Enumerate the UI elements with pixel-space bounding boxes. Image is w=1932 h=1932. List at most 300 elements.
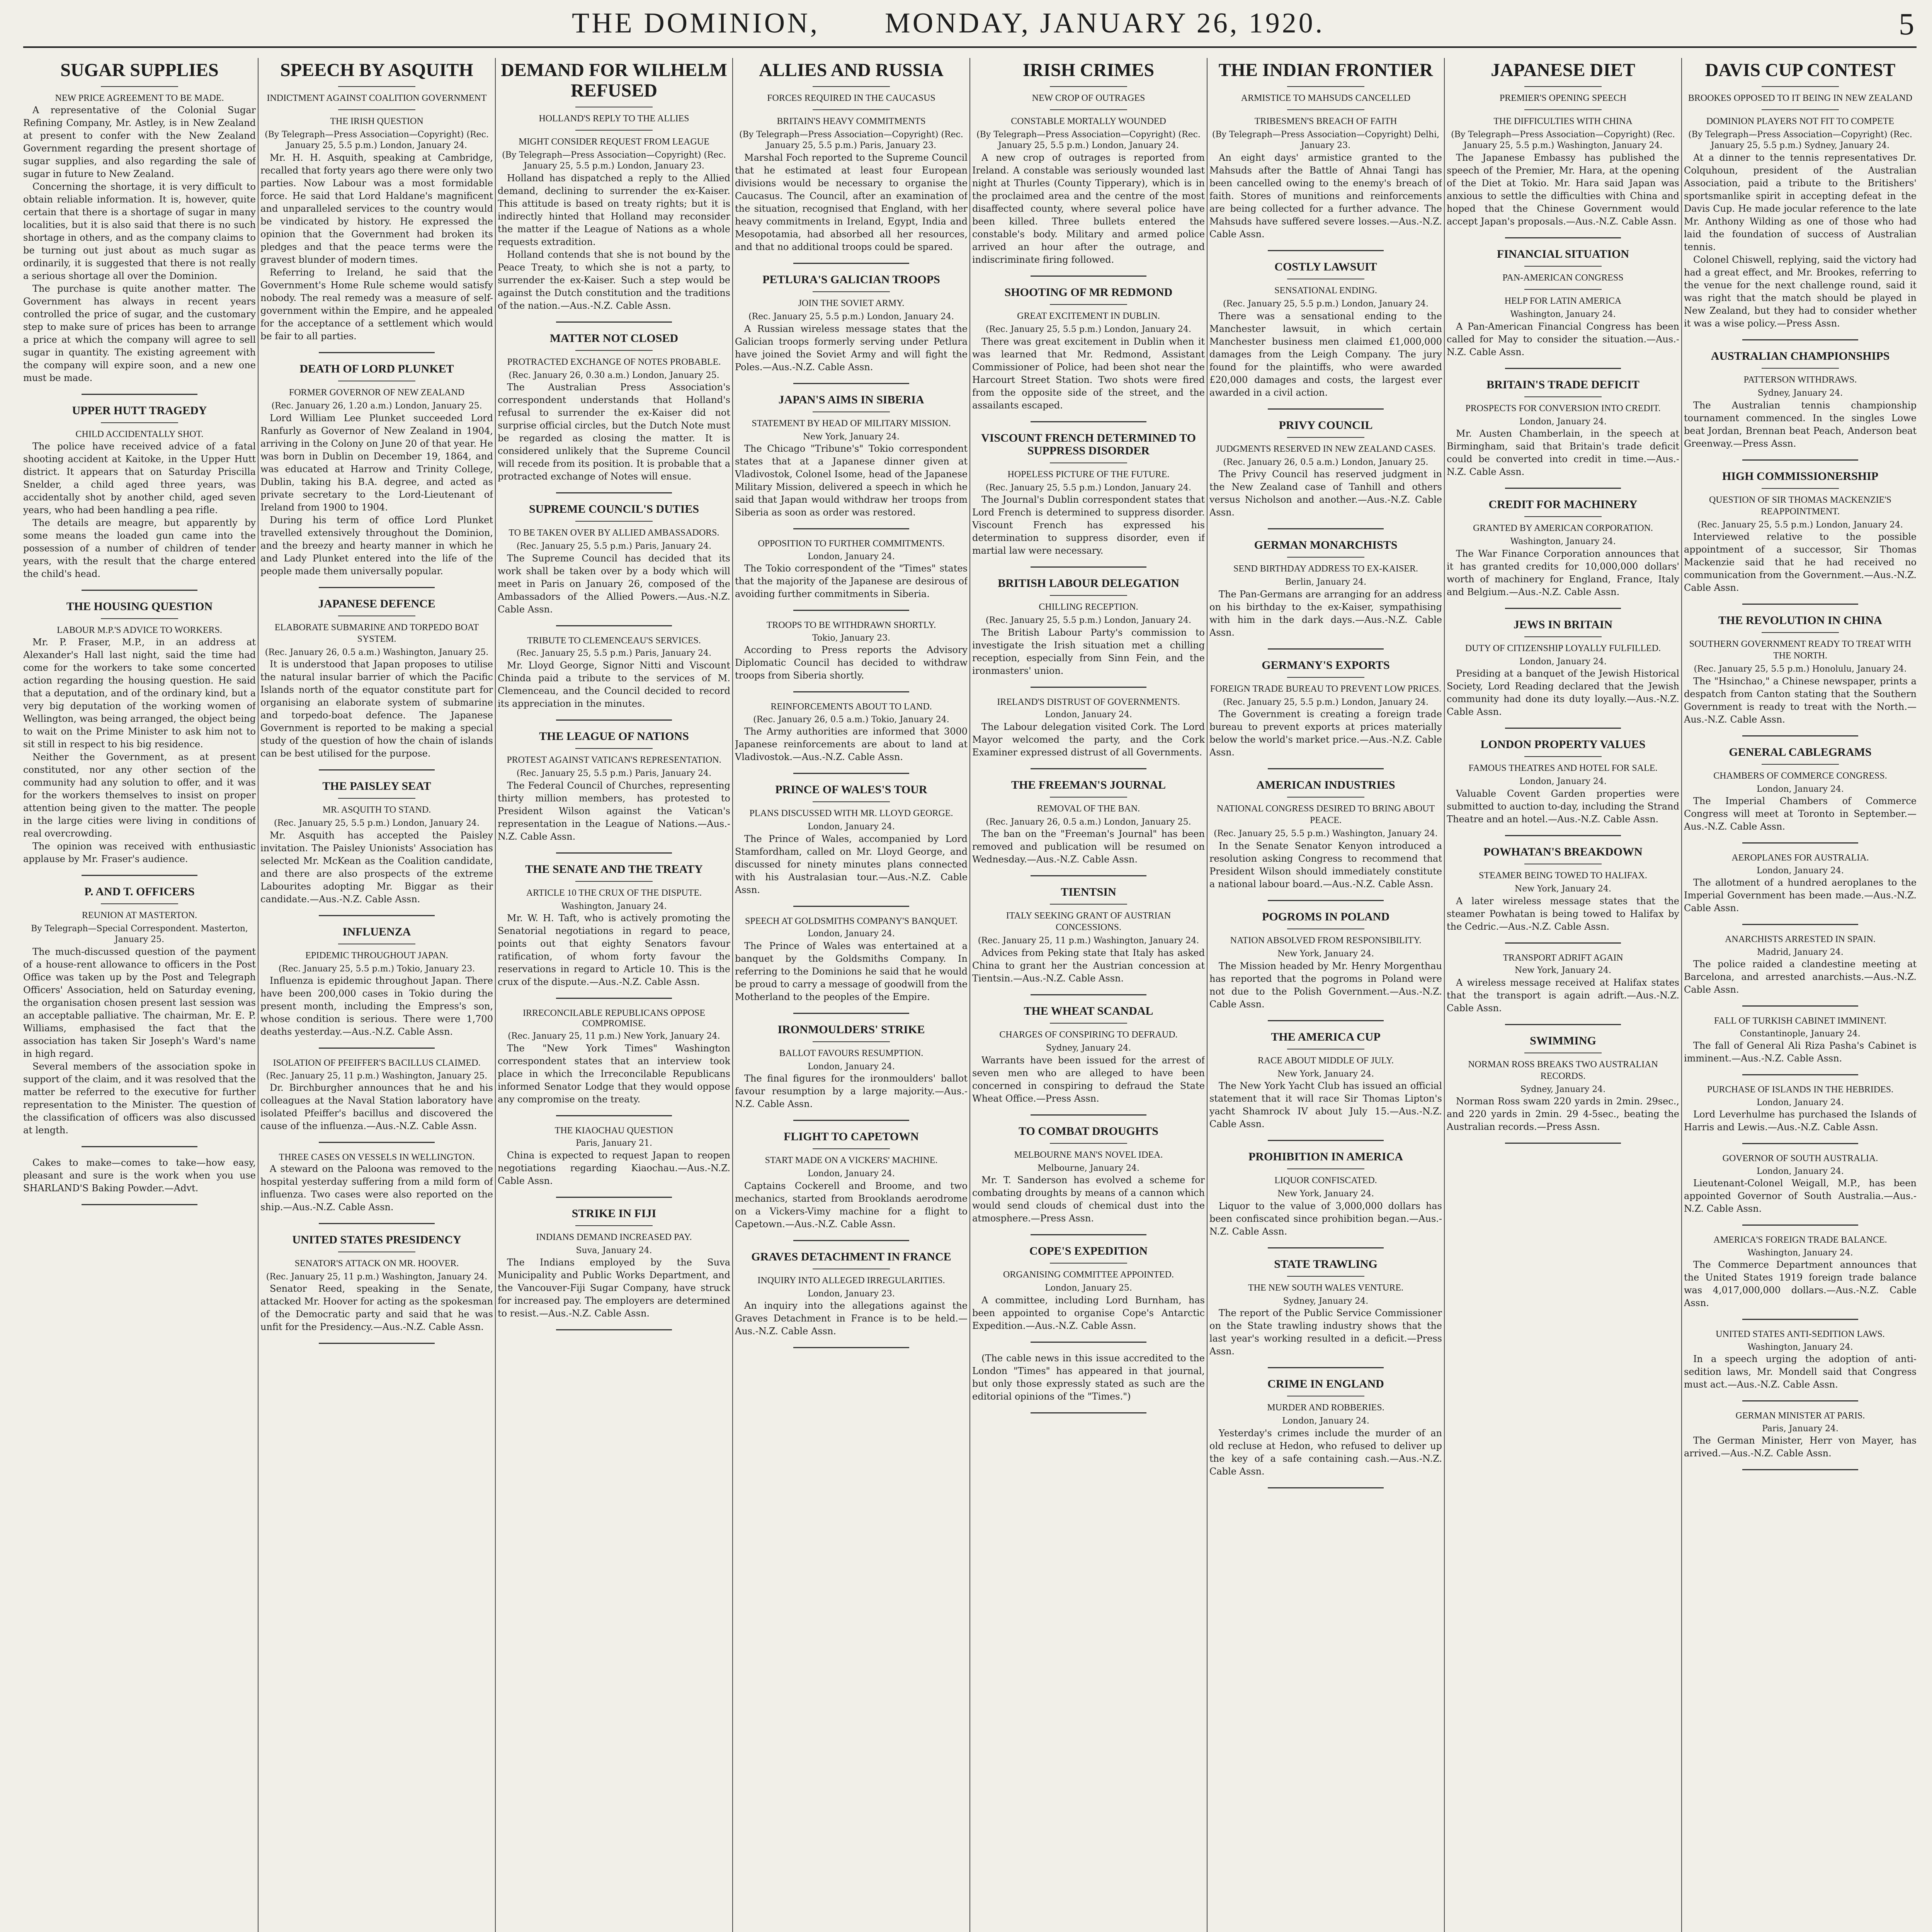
dateline: (Rec. January 25, 5.5 p.m.) London, January 24. [985,483,1192,493]
article-subheading: LIQUOR CONFISCATED. [1274,1175,1377,1186]
article-separator [793,610,909,611]
heading-rule [1050,86,1127,87]
article [1684,853,1917,925]
article-subheading: SEND BIRTHDAY ADDRESS TO EX-KAISER. [1233,564,1418,574]
article-body [972,1294,1205,1332]
column-2 [260,58,493,1932]
article-separator [1505,237,1621,238]
paragraph: A steward on the Paloona was removed to the hospital yesterday suffering from a mild form of influenza. Two cases were also reported on the ship.—Aus.-N.Z. Cable Assn. [260,1163,493,1213]
heading-rule [575,130,653,131]
article-body [1447,427,1679,478]
article-subheading: DOMINION PLAYERS NOT FIT TO COMPETE [1706,116,1895,126]
article-separator [1031,875,1146,876]
paragraph: A later wireless message states that the steamer Powhatan is being towed to Halifax by the Cedric.—Aus.-N.Z. Cable Assn. [1447,895,1679,932]
article-subheading: REUNION AT MASTERTON. [82,910,197,920]
article [1447,60,1679,238]
dateline: (Rec. January 26, 0.5 a.m.) Tokio, January 24. [753,714,949,724]
article-body [1209,468,1442,519]
article [972,1005,1205,1116]
heading-rule [101,618,178,619]
article-body [1684,399,1917,450]
heading-rule [1524,86,1602,87]
article-headline: THE REVOLUTION IN CHINA [1718,614,1882,627]
dateline: (Rec. January 26, 0.5 a.m.) Washington, January 25. [265,647,489,657]
paragraph: A representative of the Colonial Sugar Refining Company, Mr. Astley, is in New Zealand at present to confer with the New Zealand Government regarding the present shortage of sugar supplies, and also regarding the sale of sugar in future to New Zealand. [23,104,256,179]
paragraph: The police have received advice of a fatal shooting accident at Kaitoke, in the Upper Hutt district. It appears that on Saturday Priscilla Snelder, a child aged three years, was accidentally shot by another child, aged seven years, who had been handling a pea rifle. [23,440,256,515]
article-subheading: NEW CROP OF OUTRAGES [1032,93,1145,103]
article-subheading: CHILD ACCIDENTALLY SHOT. [75,429,204,439]
dateline: Washington, January 24. [1510,537,1616,547]
article-body [498,1042,730,1106]
dateline: London, January 25. [1045,1283,1132,1293]
dateline: (By Telegraph—Press Association—Copyright) (Rec. January 25, 5.5 p.m.) Washington, January 24. [1451,129,1675,151]
article-separator [556,719,672,721]
paragraph: Lord William Lee Plunket succeeded Lord Ranfurly as Governor of New Zealand in 1904, arriving in the Colony on June 20 of that year. He was born in Dublin on December 19, 1864, and was educated at Harrow and Trinity College, Dublin, taking his B.A. degree, and acted as private secretary to the Lord-Lieutenant of Ireland from 1900 to 1904. [260,412,493,513]
article-separator [319,915,435,916]
article [1209,260,1442,410]
article [1209,539,1442,650]
article-body [972,626,1205,677]
article-separator [1505,728,1621,729]
article-body [972,493,1205,557]
dateline: Washington, January 24. [561,901,667,911]
dateline: London, January 24. [1045,710,1132,720]
article-subheading: MURDER AND ROBBERIES. [1267,1403,1384,1413]
article [972,60,1205,277]
paragraph: The Imperial Chambers of Commerce Congress will meet at Toronto in September.—Aus.-N.Z. Cable Assn. [1684,796,1917,832]
article-body [1684,531,1917,594]
article-body [23,946,256,1137]
article [23,404,256,591]
paragraph: A wireless message received at Halifax states that the transport is again adrift.—Aus.-N.Z. Cable Assn. [1447,977,1679,1014]
article-body [260,412,493,578]
article-subheading: STATEMENT BY HEAD OF MILITARY MISSION. [752,418,951,429]
article-separator [319,769,435,770]
article-separator [1505,1143,1621,1144]
paragraph: The Mission headed by Mr. Henry Morgenthau has reported that the pogroms in Poland were not due to the Polish Government.—Aus.-N.Z. Cable Assn. [1209,960,1442,1010]
heading-rule [813,801,890,802]
paragraph: The Japanese Embassy has published the speech of the Premier, Mr. Hara, at the opening of the Diet at Tokio. Mr. Hara said Japan was anxious to settle the difficulties with China and hoped that the Chinese Government would accept Japan's proposals.—Aus.-N.Z. Cable Assn. [1447,152,1679,227]
article-body [1684,958,1917,996]
article-body [972,1174,1205,1225]
paragraph: Interviewed relative to the possible appointment of a successor, Sir Thomas Mackenzie said that he had received no communication from the Government.—Aus.-N.Z. Cable Assn. [1684,531,1917,594]
article-separator [1268,408,1384,410]
heading-rule [1050,1143,1127,1144]
article-headline: THE PAISLEY SEAT [322,780,431,793]
article-subheading: JOIN THE SOVIET ARMY. [798,298,905,308]
article-headline: VISCOUNT FRENCH DETERMINED TO SUPPRESS DISORDER [981,431,1196,457]
dateline: Sydney, January 24. [1046,1043,1131,1053]
article-body [1447,548,1679,599]
heading-rule [1524,266,1602,267]
dateline: Constantinople, January 24. [1740,1029,1861,1039]
article-subheading: STEAMER BEING TOWED TO HALIFAX. [1479,870,1647,881]
paragraph: Influenza is epidemic throughout Japan. There have been 200,000 cases in Tokio during the present month, including the Empress's son, whose condition is serious. There were 1,700 deaths yesterday.—Aus.-N.Z. Cable Assn. [260,975,493,1037]
heading-rule [1050,1263,1127,1264]
article-separator [556,852,672,854]
paragraph: Mr. H. H. Asquith, speaking at Cambridge, recalled that forty years ago there were only two parties. Now Labour was a most formidable force. He said that Lord Haldane's magnificent and unparalleled services to the country would be vindicated by history. He expressed the opinion that the Government had broken its pledges and that the peace terms were the gravest blunder of modern times. [260,152,493,265]
article [498,60,730,323]
column-rule [258,58,259,1932]
article [498,730,730,854]
paragraph: Norman Ross swam 220 yards in 2min. 29sec., and 220 yards in 2min. 29 4-5sec., beating the Australian records.—Press Assn. [1447,1096,1679,1133]
article-subheading: PLANS DISCUSSED WITH MR. LLOYD GEORGE. [749,808,953,819]
article [1684,1235,1917,1320]
article-body [972,151,1205,266]
article-separator [1031,1114,1146,1116]
article-subheading: GRANTED BY AMERICAN CORPORATION. [1473,523,1653,534]
article [1209,1258,1442,1369]
dateline: By Telegraph—Special Correspondent. Masterton, January 25. [31,923,248,945]
article-subheading: THE DIFFICULTIES WITH CHINA [1493,116,1633,126]
article-separator [82,1146,197,1147]
paragraph: Dr. Birchburgher announces that he and his colleagues at the Naval Station laboratory have isolated Pfeiffer's bacillus and discovered the cause of the influenza.—Aus.-N.Z. Cable Assn. [260,1082,493,1132]
article-body [1684,1108,1917,1134]
paragraph: The much-discussed question of the payment of a house-rent allowance to officers in the Post Office was taken up by the Post and Telegraph Officers' Association, held on Saturday evening, the organisation chosen present last session was an acceptable palliative. The chairman, Mr. E. P. Williams, emphasised the fact that the association has taken Sir Joseph's Ward's name in high regard. [23,946,256,1059]
dateline: (Rec. January 25, 11 p.m.) Washington, January 24. [978,936,1199,946]
article-separator [556,1329,672,1330]
article-separator [556,625,672,626]
article-headline: SHOOTING OF MR REDMOND [1004,286,1173,299]
article [23,885,256,1147]
article-separator [1742,604,1858,605]
dateline: London, January 24. [808,929,895,939]
article [1209,910,1442,1021]
article-headline: MATTER NOT CLOSED [549,332,679,345]
heading-rule [1762,632,1839,633]
heading-rule [813,291,890,292]
paragraph: In the Senate Senator Kenyon introduced a resolution asking Congress to recommend that President Wilson should immediately constitute a national labour board.—Aus.-N.Z. Cable Assn. [1209,840,1442,889]
article [260,362,493,588]
article-body [1209,588,1442,639]
heading-rule [1524,756,1602,757]
article [1447,1034,1679,1144]
paper-name: THE DOMINION, [572,7,820,39]
paragraph: Concerning the shortage, it is very difficult to obtain reliable information. It is, however, quite certain that there is a shortage of sugar in many localities, but it is also said that there is no such shortage in others, and as the company claims to be turning out just about as much sugar as ordinarily, it is suggested that there is not really a serious shortage all over the Dominion. [23,181,256,281]
paragraph: The fall of General Ali Riza Pasha's Cabinet is imminent.—Aus.-N.Z. Cable Assn. [1684,1040,1917,1064]
article-headline: THE LEAGUE OF NATIONS [539,730,689,743]
article-headline: IRRECONCILABLE REPUBLICANS OPPOSE COMPROMISE. [522,1008,706,1029]
article-body [735,442,968,519]
article-body [735,940,968,1003]
heading-rule [338,798,415,799]
article-subheading: EPIDEMIC THROUGHOUT JAPAN. [305,950,448,961]
article-body [972,947,1205,985]
article-headline: JAPANESE DEFENCE [318,597,435,610]
column-rule [1681,58,1682,1932]
article-subheading: CHAMBERS OF COMMERCE CONGRESS. [1713,770,1887,781]
article-headline: TIENTSIN [1061,886,1116,899]
article [23,1156,256,1205]
article-separator [793,906,909,907]
article [735,393,968,530]
paragraph: The purchase is quite another matter. The Government has always in recent years controlled the price of sugar, and the customary step to make sure of prices has been to arrange a price at which the company will agree to sell sugar in quantity. The existing agreement with the company will expire soon, and a new one must be made. [23,283,256,383]
article-subheading: ORGANISING COMMITTEE APPOINTED. [1003,1270,1174,1280]
paragraph: Mr. Austen Chamberlain, in the speech at Birmingham, said that Britain's trade deficit could be converted into credit in time.—Aus.-N.Z. Cable Assn. [1447,428,1679,478]
article-body [735,562,968,600]
article-body [735,151,968,253]
article-separator [556,998,672,999]
paragraph: The "Hsinchao," a Chinese newspaper, prints a despatch from Canton stating that the Southern Government is ready to treat with the North.—Aus.-N.Z. Cable Assn. [1684,675,1917,725]
article-headline: GERMANY'S EXPORTS [1262,658,1390,672]
article-separator [793,383,909,384]
article-body [735,644,968,682]
article-subheading: PROTRACTED EXCHANGE OF NOTES PROBABLE. [507,357,721,367]
dateline: Tokio, January 23. [812,633,891,643]
article-headline: GERMAN MONARCHISTS [1254,539,1398,552]
article-headline: THE SENATE AND THE TREATY [525,862,703,876]
article [735,1250,968,1349]
dateline: (Rec. January 25, 5.5 p.m.) Tokio, January 23. [278,964,475,974]
article-headline: THE AMERICA CUP [1271,1030,1381,1043]
heading-rule [575,881,653,882]
article-subheading: PAN-AMERICAN CONGRESS [1502,272,1624,283]
main-headline: ALLIES AND RUSSIA [759,60,944,80]
dateline: Sydney, January 24. [1283,1296,1369,1306]
article-subheading: ARTICLE 10 THE CRUX OF THE DISPUTE. [526,888,702,898]
dateline: London, January 24. [1757,784,1844,794]
article [1684,1153,1917,1226]
heading-rule [575,521,653,522]
article-headline: IRONMOULDERS' STRIKE [777,1023,925,1036]
article-body [1447,787,1679,826]
article-headline: REINFORCEMENTS ABOUT TO LAND. [770,702,932,712]
article-subheading: PROTEST AGAINST VATICAN'S REPRESENTATION. [507,755,721,765]
article-subheading: NEW PRICE AGREEMENT TO BE MADE. [55,93,224,103]
paragraph: The Commerce Department announces that the United States 1919 foreign trade balance was 4,017,000,000 dollars.—Aus.-N.Z. Cable Assn. [1684,1259,1917,1309]
paragraph: The report of the Public Service Commissioner on the State trawling industry shows that the last year's working resulted in a deficit.—Press Assn. [1209,1308,1442,1357]
article-subheading: MELBOURNE MAN'S NOVEL IDEA. [1014,1150,1163,1160]
article-body [735,1180,968,1231]
article-subheading: HOLLAND'S REPLY TO THE ALLIES [539,113,689,124]
paragraph: Lieutenant-Colonel Weigall, M.P., has been appointed Governor of South Australia.—Aus.-N.Z. Cable Assn. [1684,1178,1917,1214]
article-separator [556,1115,672,1116]
article-subheading: FORMER GOVERNOR OF NEW ZEALAND [289,387,465,398]
paragraph: The final figures for the ironmoulders' ballot favour resumption by a large majority.—Aus.-N.Z. Cable Assn. [735,1073,968,1110]
article-separator [793,528,909,529]
column-1 [23,58,256,1932]
heading-rule [1050,109,1127,110]
article-body [1684,1259,1917,1310]
article [1209,779,1442,901]
article [735,1130,968,1241]
article-subheading: FORCES REQUIRED IN THE CAUCASUS [767,93,935,103]
article-body [498,779,730,843]
article [735,539,968,611]
article-body [260,1163,493,1214]
dateline: (Rec. January 25, 5.5 p.m.) Paris, January 24. [516,768,712,778]
article [735,60,968,264]
dateline: (By Telegraph—Press Association—Copyright) (Rec. January 25, 5.5 p.m.) London, January 24. [265,129,489,151]
main-headline: JAPANESE DIET [1491,60,1635,80]
heading-rule [813,86,890,87]
heading-rule [575,1225,653,1226]
paragraph: The War Finance Corporation announces that it has granted credits for 10,000,000 dollars' worth of machinery for England, France, Italy and Belgium.—Aus.-N.Z. Cable Assn. [1447,548,1679,597]
article [972,1245,1205,1343]
article-separator [1505,488,1621,489]
page-number: 5 [1899,7,1917,41]
article-headline: PETLURA'S GALICIAN TROOPS [762,273,940,286]
column-3 [498,58,730,1932]
heading-rule [1524,516,1602,517]
article [735,916,968,1014]
paragraph: The Supreme Council has decided that its work shall be taken over by a body which will meet in Paris on January 26, composed of the Ambassadors of the Allied Powers.—Aus.-N.Z. Cable Assn. [498,553,730,615]
article-body [1209,1427,1442,1478]
article-subheading: QUESTION OF SIR THOMAS MACKENZIE'S REAPPOINTMENT. [1709,495,1891,517]
dateline: (By Telegraph—Press Association—Copyright) (Rec. January 25, 5.5 p.m.) Sydney, January 24. [1688,129,1912,151]
article-subheading: BRITAIN'S HEAVY COMMITMENTS [777,116,926,126]
article-subheading: TO BE TAKEN OVER BY ALLIED AMBASSADORS. [509,528,719,538]
heading-rule [1287,437,1364,438]
main-headline: SPEECH BY ASQUITH [280,60,473,80]
article-subheading: CONSTABLE MORTALLY WOUNDED [1011,116,1166,126]
heading-rule [101,86,178,87]
dateline: London, January 23. [808,1289,895,1299]
article [260,1058,493,1143]
dateline: (Rec. January 25, 5.5 p.m.) London, January 24. [985,616,1192,626]
article-subheading: PROSPECTS FOR CONVERSION INTO CREDIT. [1465,403,1661,413]
article-body [260,829,493,906]
article-separator [82,590,197,591]
article-separator [1268,1247,1384,1248]
article-body [735,323,968,374]
article-separator [82,1204,197,1205]
paragraph: Mr. W. H. Taft, who is actively promoting the Senatorial negotiations in regard to peace, points out that eighty Senators favour ratification, of whom forty favour the reservations in regard to Article 10. This is the crux of the dispute.—Aus.-N.Z. Cable Assn. [498,913,730,988]
article [498,332,730,494]
article [1447,738,1679,836]
article-separator [1742,1225,1858,1226]
article-headline: STRIKE IN FIJI [571,1207,656,1220]
article-body [972,1352,1205,1403]
paragraph: China is expected to request Japan to reopen negotiations regarding Kiaochau.—Aus.-N.Z. Cable Assn. [498,1150,730,1186]
article-separator [82,875,197,876]
paragraph: Neither the Government, as at present constituted, nor any other section of the community had any solution to offer, and it was for the workers themselves to insist on proper attention being given to the matter. The people in the large cities were living in conditions of real overcrowding. [23,751,256,839]
article-body [1209,708,1442,759]
paragraph: The Chicago "Tribune's" Tokio correspondent states that at a Japanese dinner given at Vladivostok, Colonel Isome, head of the Japanese Military Mission, delivered a speech in which he said that Japan would withdraw her troops from Siberia as soon as order was restored. [735,443,968,518]
article-headline: TRIBUTE TO CLEMENCEAU'S SERVICES. [527,635,701,646]
article-body [498,912,730,988]
article [1684,470,1917,605]
article [260,60,493,353]
column-8 [1684,58,1917,1932]
article [498,636,730,721]
article-headline: UPPER HUTT TRAGEDY [72,404,207,417]
article-separator [793,773,909,774]
article-separator [1505,1024,1621,1025]
dateline: (Rec. January 25, 11 p.m.) New York, January 24. [508,1031,720,1041]
article-headline: TO COMBAT DROUGHTS [1019,1124,1158,1138]
dateline: New York, January 24. [1277,949,1374,959]
article-separator [1268,1140,1384,1141]
article-body [498,381,730,483]
article-subheading: ELABORATE SUBMARINE AND TORPEDO BOAT SYSTEM. [274,622,479,644]
article-headline: SPEECH AT GOLDSMITHS COMPANY'S BANQUET. [745,916,957,926]
article [1209,419,1442,530]
heading-rule [1524,109,1602,110]
article-separator [1268,528,1384,529]
article-headline: POWHATAN'S BREAKDOWN [1483,845,1643,858]
article-separator [1031,421,1146,422]
article [972,286,1205,422]
dateline: New York, January 24. [1514,965,1612,975]
article-separator [1505,835,1621,836]
paragraph: The Federal Council of Churches, representing thirty million members, has protested to President Wilson against the Vatican's representation in the League of Nations.—Aus.-N.Z. Cable Assn. [498,780,730,842]
dateline: (By Telegraph—Press Association—Copyright) (Rec. January 25, 5.5 p.m.) London, January 24. [976,129,1201,151]
article-headline: PRIVY COUNCIL [1279,418,1373,432]
article-subheading: BROOKES OPPOSED TO IT BEING IN NEW ZEALAND [1688,93,1913,103]
heading-rule [1050,904,1127,905]
article-subheading: BALLOT FAVOURS RESUMPTION. [779,1048,923,1058]
article-headline: JAPAN'S AIMS IN SIBERIA [778,393,924,406]
article-headline: POGROMS IN POLAND [1262,910,1389,923]
article-separator [319,1142,435,1143]
heading-rule [101,903,178,904]
article-subheading: CHILLING RECEPTION. [1039,602,1138,612]
paragraph: The Australian Press Association's correspondent understands that Holland's refusal to surrender the ex-Kaiser did not surprise official circles, but the Dutch Note must be regarded as closing the matter. It is considered unlikely that the Supreme Council will recede from its position. It is probable that a protracted exchange of Notes will ensue. [498,382,730,482]
article-body [1684,675,1917,726]
article-separator [793,1120,909,1121]
article-subheading: INDICTMENT AGAINST COALITION GOVERNMENT [267,93,487,103]
heading-rule [1524,396,1602,397]
paragraph: The German Minister, Herr von Mayer, has arrived.—Aus.-N.Z. Cable Assn. [1684,1435,1917,1459]
dateline: London, January 24. [1519,777,1607,787]
article [260,780,493,916]
dateline: London, January 24. [808,551,895,561]
article [1684,1411,1917,1470]
paragraph: A new crop of outrages is reported from Ireland. A constable was seriously wounded last night at Thurles (County Tipperary), which is in the proclaimed area and the centre of the most disaffected county, where several police have been killed. Three bullets entered the constable's body. Military and armed police arrived an hour after the outrage, and indiscriminate firing followed. [972,152,1205,265]
paragraph: The Government is creating a foreign trade bureau to prevent exports at prices materially below the world's market price.—Aus.-N.Z. Cable Assn. [1209,709,1442,758]
article-subheading: SENSATIONAL ENDING. [1274,285,1377,296]
article [1684,350,1917,461]
article-separator [793,691,909,692]
heading-rule [1287,86,1364,87]
article [1447,248,1679,369]
article-separator [1268,900,1384,901]
article-headline: SUPREME COUNCIL'S DUTIES [529,503,699,516]
paragraph: Marshal Foch reported to the Supreme Council that he estimated at least four European divisions would be necessary to organise the Caucasus. The Council, after an examination of the situation, recognised that England, with her heavy commitments in Ireland, Egypt, India and Mesopotamia, had absorbed all her resources, and that no additional troops could be spared. [735,152,968,252]
article-headline: BRITISH LABOUR DELEGATION [998,577,1179,590]
article-separator [1505,608,1621,609]
article-subheading: INDIANS DEMAND INCREASED PAY. [536,1232,692,1242]
dateline: Washington, January 24. [1747,1248,1853,1258]
paragraph: An inquiry into the allegations against the Graves Detachment in France is to be held.—Aus.-N.Z. Cable Assn. [735,1300,968,1337]
paragraph: Mr. Lloyd George, Signor Nitti and Viscount Chinda paid a tribute to the services of M. Clemenceau, and the Council decided to record its appreciation in the minutes. [498,660,730,709]
article [23,600,256,876]
column-7 [1447,58,1679,1932]
article-body [23,104,256,384]
article-body [498,659,730,710]
article-subheading: DUTY OF CITIZENSHIP LOYALLY FULFILLED. [1465,643,1661,653]
article-body [1209,840,1442,891]
article-body [1684,1353,1917,1391]
article [1684,934,1917,1007]
paragraph: The Journal's Dublin correspondent states that Lord French is determined to suppress disorder. Viscount French has expressed his determination to suppress disorder, even if martial law were necessary. [972,494,1205,556]
paragraph: Several members of the association spoke in support of the claim, and it was resolved that the matter be referred to the executive for further representation to the Minister. The question of the classification of officers was also discussed at length. [23,1061,256,1136]
dateline: London, January 24. [808,822,895,832]
article [1447,953,1679,1025]
article [1684,614,1917,736]
article-separator [1505,368,1621,369]
article-subheading: HELP FOR LATIN AMERICA [1504,296,1622,306]
paragraph: The Tokio correspondent of the "Times" states that the majority of the Japanese are desirous of avoiding further commitments in Siberia. [735,563,968,600]
article [23,60,256,395]
heading-rule [1524,289,1602,290]
article-separator [1742,1319,1858,1320]
paragraph: Captains Cockerell and Broome, and two mechanics, started from Brooklands aerodrome on a Vickers-Vimy machine for a flight to Capetown.—Aus.-N.Z. Cable Assn. [735,1180,968,1230]
article [735,273,968,384]
article-subheading: FOREIGN TRADE BUREAU TO PREVENT LOW PRICES. [1210,684,1442,694]
article-separator [1742,459,1858,461]
